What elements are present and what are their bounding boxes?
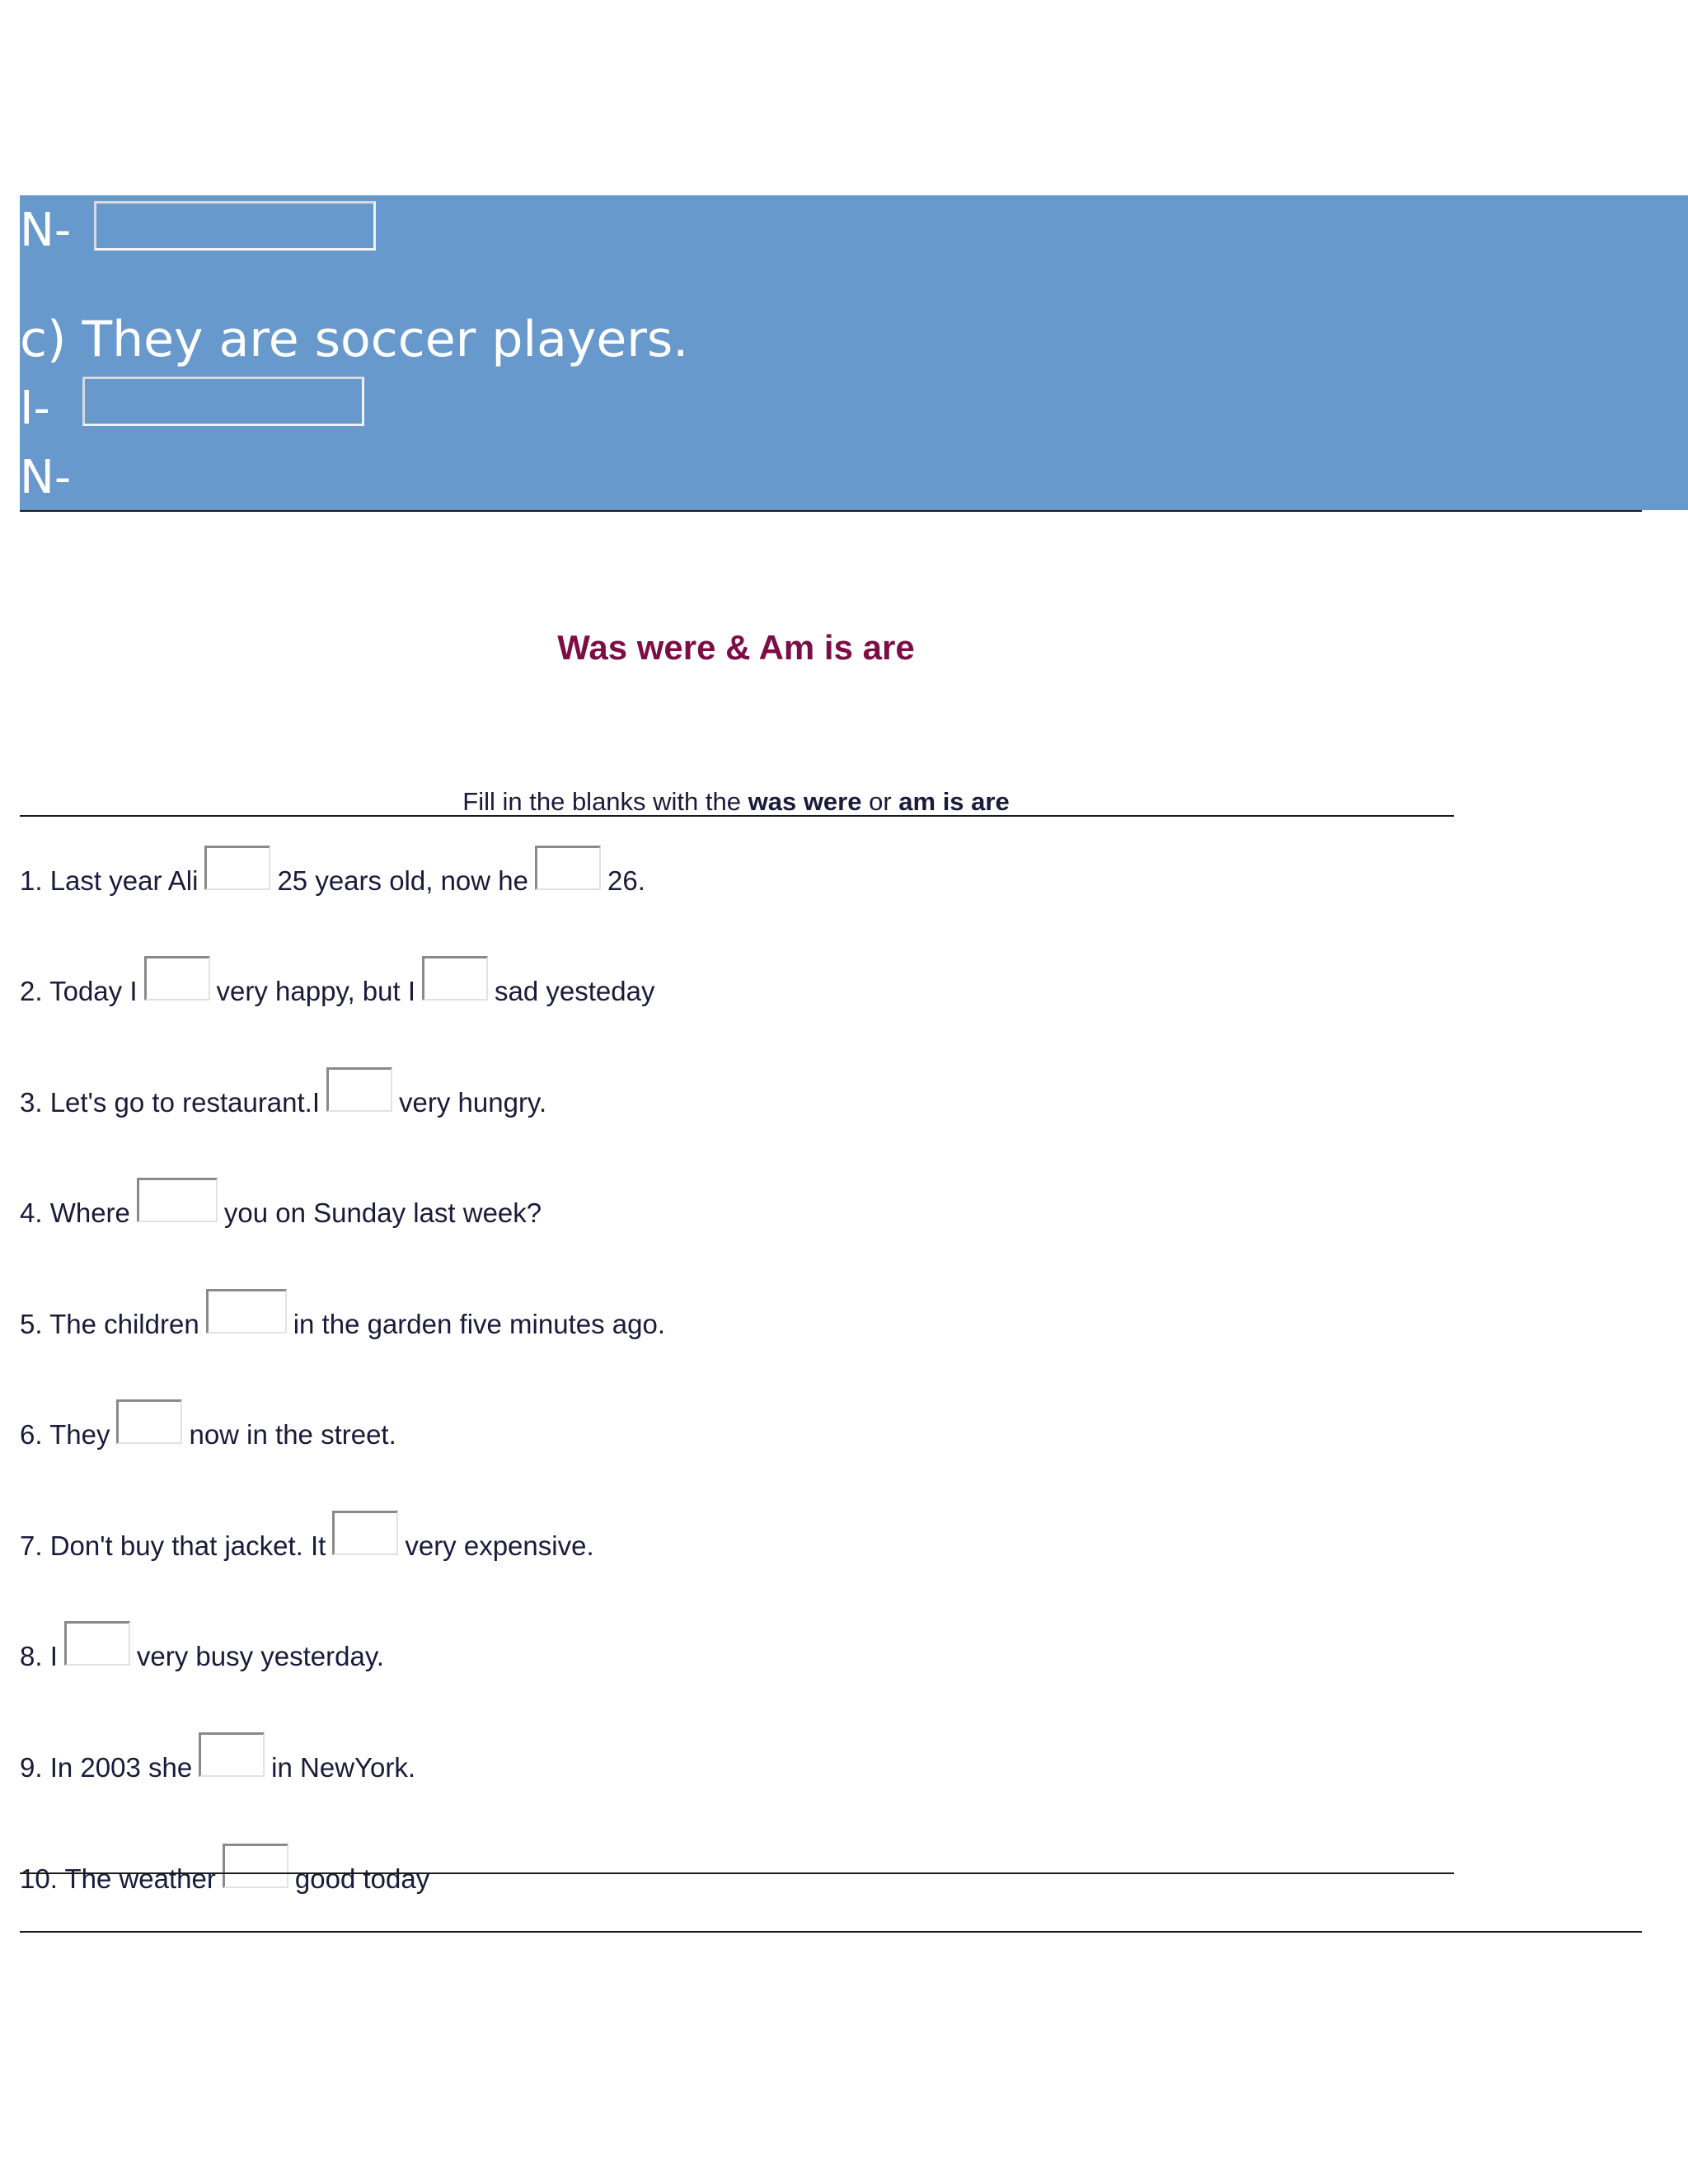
question-4-text-b: you on Sunday last week? <box>223 1197 542 1228</box>
divider-bottom <box>20 1931 1642 1933</box>
header-line-prefix-i: I- <box>20 382 50 435</box>
question-8 <box>20 1621 384 1670</box>
question-2 <box>20 956 655 1005</box>
header-line-prefix-n: N- <box>20 204 72 257</box>
question-9-text-a: 9. In 2003 she <box>20 1752 193 1783</box>
question-5-text-b: in the garden five minutes ago. <box>293 1309 665 1339</box>
question-4 <box>20 1178 542 1226</box>
instruction-text <box>0 787 1472 817</box>
question-10 <box>20 1844 429 1892</box>
instruction-text-mid: or <box>861 787 899 816</box>
question-10-text-b: good today <box>294 1863 430 1894</box>
question-1-blank-2[interactable] <box>535 846 601 890</box>
instruction-text-before: Fill in the blanks with the <box>462 787 748 816</box>
question-4-text-a: 4. Where <box>20 1197 130 1228</box>
question-1-text-c: 26. <box>607 865 645 896</box>
question-10-text-a: 10. The weather <box>20 1863 216 1894</box>
question-3-blank-1[interactable] <box>326 1067 392 1112</box>
header-answer-field-2[interactable] <box>82 377 364 426</box>
question-8-blank-1[interactable] <box>64 1621 130 1666</box>
question-2-text-b: very happy, but I <box>216 976 416 1006</box>
divider-exercise-bottom <box>20 1872 1454 1874</box>
question-6-text-b: now in the street. <box>189 1419 396 1450</box>
question-6-text-a: 6. They <box>20 1419 110 1450</box>
question-7-text-b: very expensive. <box>405 1530 594 1561</box>
question-9 <box>20 1732 415 1781</box>
divider-top <box>20 510 1642 512</box>
divider-exercise-top <box>20 815 1454 817</box>
question-8-text-a: 8. I <box>20 1641 58 1671</box>
question-5-text-a: 5. The children <box>20 1309 199 1339</box>
question-6-blank-1[interactable] <box>116 1399 182 1444</box>
instruction-bold-was-were: was were <box>748 787 862 816</box>
question-2-text-a: 2. Today I <box>20 976 138 1006</box>
header-sentence-c: c) They are soccer players. <box>20 311 689 368</box>
question-6 <box>20 1399 396 1448</box>
question-1 <box>20 846 645 894</box>
question-9-text-b: in NewYork. <box>271 1752 416 1783</box>
question-1-text-a: 1. Last year Ali <box>20 865 199 896</box>
question-5-blank-1[interactable] <box>206 1289 287 1333</box>
question-2-text-c: sad yesteday <box>495 976 655 1006</box>
question-3-text-a: 3. Let's go to restaurant.I <box>20 1087 321 1118</box>
question-7-blank-1[interactable] <box>332 1511 398 1555</box>
question-1-blank-1[interactable] <box>204 846 270 890</box>
question-9-blank-1[interactable] <box>199 1732 265 1777</box>
question-1-text-b: 25 years old, now he <box>277 865 528 896</box>
question-2-blank-2[interactable] <box>422 956 488 1001</box>
question-7-text-a: 7. Don't buy that jacket. It <box>20 1530 326 1561</box>
question-4-blank-1[interactable] <box>137 1178 218 1222</box>
question-8-text-b: very busy yesterday. <box>136 1641 385 1671</box>
question-10-blank-1[interactable] <box>223 1844 288 1888</box>
page-title: Was were & Am is are <box>557 628 915 667</box>
question-7 <box>20 1511 594 1559</box>
question-3-text-b: very hungry. <box>399 1087 547 1118</box>
instruction-bold-am-is-are: am is are <box>898 787 1010 816</box>
question-2-blank-1[interactable] <box>144 956 210 1001</box>
header-line-prefix-n-2: N- <box>20 451 72 504</box>
header-answer-field-1[interactable] <box>94 201 376 251</box>
question-5 <box>20 1289 665 1338</box>
question-3 <box>20 1067 546 1116</box>
